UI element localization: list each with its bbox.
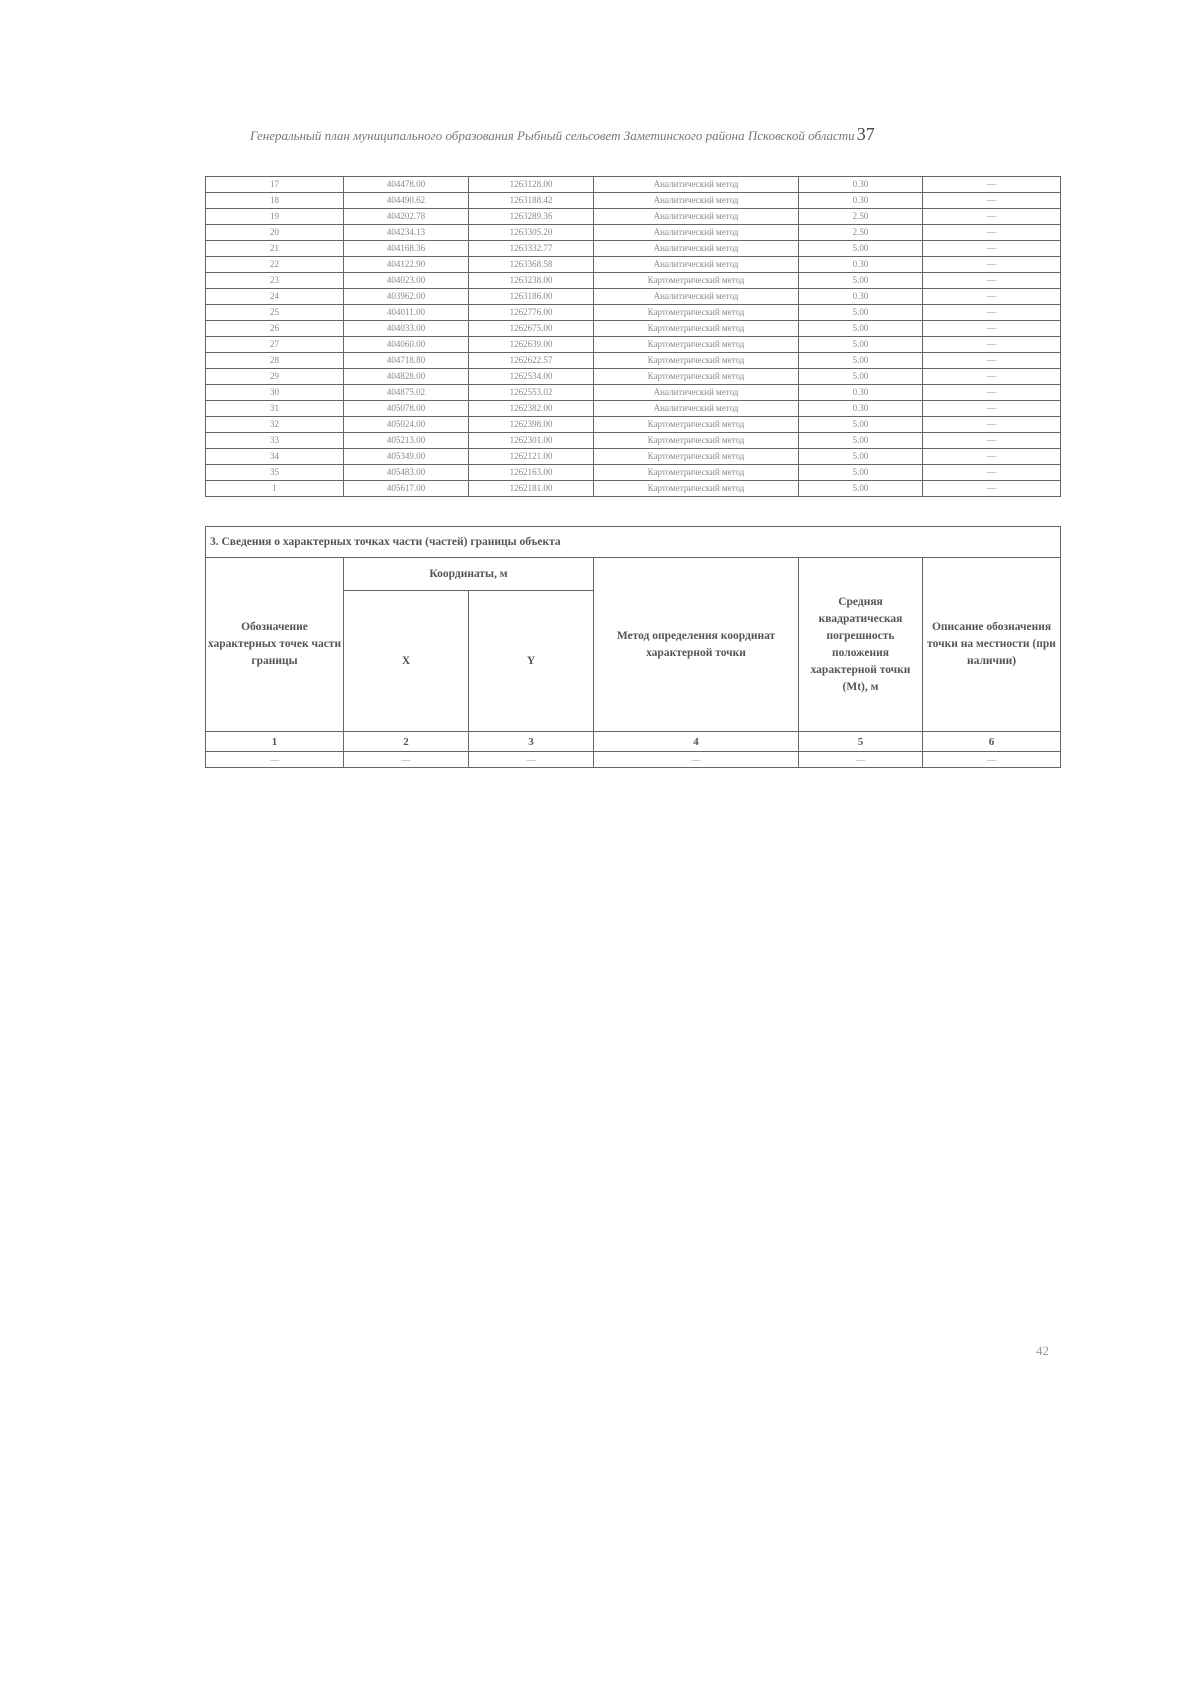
error-cell: 5.00 xyxy=(799,241,923,257)
table-row xyxy=(206,305,1061,321)
y-coordinate-cell: 1263188.42 xyxy=(469,193,594,209)
empty-cell: — xyxy=(206,752,344,768)
table-row xyxy=(206,337,1061,353)
x-coordinate-cell: 405617.00 xyxy=(344,481,469,497)
point-number-cell: 24 xyxy=(206,289,344,305)
description-cell: — xyxy=(923,289,1061,305)
method-cell: Картометрический метод xyxy=(594,353,799,369)
error-cell: 0.30 xyxy=(799,385,923,401)
error-cell: 2.50 xyxy=(799,209,923,225)
method-cell: Картометрический метод xyxy=(594,481,799,497)
error-cell: 5.00 xyxy=(799,449,923,465)
method-cell: Картометрический метод xyxy=(594,337,799,353)
description-cell: — xyxy=(923,337,1061,353)
point-number-cell: 21 xyxy=(206,241,344,257)
description-cell: — xyxy=(923,257,1061,273)
table-row xyxy=(206,481,1061,497)
y-coordinate-cell: 1262398.00 xyxy=(469,417,594,433)
method-cell: Аналитический метод xyxy=(594,241,799,257)
y-coordinate-cell: 1262553.02 xyxy=(469,385,594,401)
point-number-cell: 19 xyxy=(206,209,344,225)
error-cell: 0.30 xyxy=(799,289,923,305)
y-coordinate-cell: 1263128.00 xyxy=(469,177,594,193)
empty-cell: — xyxy=(344,752,469,768)
point-number-cell: 29 xyxy=(206,369,344,385)
point-number-cell: 34 xyxy=(206,449,344,465)
error-cell: 0.30 xyxy=(799,177,923,193)
header-error: Средняя квадратическая погрешность положения характерной точки (Mt), м xyxy=(799,558,923,732)
empty-cell: — xyxy=(799,752,923,768)
y-coordinate-cell: 1262121.00 xyxy=(469,449,594,465)
error-cell: 5.00 xyxy=(799,465,923,481)
description-cell: — xyxy=(923,481,1061,497)
x-coordinate-cell: 405213.00 xyxy=(344,433,469,449)
point-number-cell: 18 xyxy=(206,193,344,209)
method-cell: Картометрический метод xyxy=(594,449,799,465)
x-coordinate-cell: 404828.00 xyxy=(344,369,469,385)
description-cell: — xyxy=(923,241,1061,257)
x-coordinate-cell: 404202.78 xyxy=(344,209,469,225)
point-number-cell: 25 xyxy=(206,305,344,321)
table-row xyxy=(206,369,1061,385)
x-coordinate-cell: 405483.00 xyxy=(344,465,469,481)
table-row xyxy=(206,273,1061,289)
description-cell: — xyxy=(923,417,1061,433)
table-row xyxy=(206,289,1061,305)
y-coordinate-cell: 1262301.00 xyxy=(469,433,594,449)
description-cell: — xyxy=(923,353,1061,369)
empty-cell: — xyxy=(923,752,1061,768)
description-cell: — xyxy=(923,401,1061,417)
column-number: 2 xyxy=(344,732,469,752)
error-cell: 0.30 xyxy=(799,193,923,209)
method-cell: Картометрический метод xyxy=(594,369,799,385)
y-coordinate-cell: 1263332.77 xyxy=(469,241,594,257)
column-number: 4 xyxy=(594,732,799,752)
x-coordinate-cell: 404875.02 xyxy=(344,385,469,401)
x-coordinate-cell: 404168.36 xyxy=(344,241,469,257)
method-cell: Аналитический метод xyxy=(594,177,799,193)
table-row xyxy=(206,193,1061,209)
point-number-cell: 33 xyxy=(206,433,344,449)
error-cell: 5.00 xyxy=(799,433,923,449)
x-coordinate-cell: 404033.00 xyxy=(344,321,469,337)
point-number-cell: 27 xyxy=(206,337,344,353)
x-coordinate-cell: 405024.00 xyxy=(344,417,469,433)
parts-table xyxy=(205,526,1061,768)
error-cell: 5.00 xyxy=(799,321,923,337)
table-row xyxy=(206,177,1061,193)
description-cell: — xyxy=(923,465,1061,481)
y-coordinate-cell: 1263238.00 xyxy=(469,273,594,289)
y-coordinate-cell: 1263289.36 xyxy=(469,209,594,225)
description-cell: — xyxy=(923,193,1061,209)
method-cell: Картометрический метод xyxy=(594,465,799,481)
method-cell: Картометрический метод xyxy=(594,273,799,289)
header-designation: Обозначение характерных точек части границы xyxy=(206,558,344,732)
method-cell: Аналитический метод xyxy=(594,225,799,241)
table-row xyxy=(206,241,1061,257)
point-number-cell: 23 xyxy=(206,273,344,289)
column-number: 6 xyxy=(923,732,1061,752)
method-cell: Картометрический метод xyxy=(594,305,799,321)
empty-cell: — xyxy=(469,752,594,768)
method-cell: Картометрический метод xyxy=(594,321,799,337)
x-coordinate-cell: 404490.62 xyxy=(344,193,469,209)
x-coordinate-cell: 404060.00 xyxy=(344,337,469,353)
header-x: X xyxy=(344,591,469,732)
error-cell: 5.00 xyxy=(799,481,923,497)
y-coordinate-cell: 1262534.00 xyxy=(469,369,594,385)
table-row xyxy=(206,465,1061,481)
table-row xyxy=(206,209,1061,225)
method-cell: Аналитический метод xyxy=(594,401,799,417)
table-row xyxy=(206,417,1061,433)
y-coordinate-cell: 1263186.00 xyxy=(469,289,594,305)
description-cell: — xyxy=(923,449,1061,465)
error-cell: 5.00 xyxy=(799,369,923,385)
table-row xyxy=(206,449,1061,465)
description-cell: — xyxy=(923,369,1061,385)
x-coordinate-cell: 404122.90 xyxy=(344,257,469,273)
y-coordinate-cell: 1262181.00 xyxy=(469,481,594,497)
description-cell: — xyxy=(923,209,1061,225)
y-coordinate-cell: 1262622.57 xyxy=(469,353,594,369)
method-cell: Аналитический метод xyxy=(594,193,799,209)
error-cell: 0.30 xyxy=(799,257,923,273)
header-title: Генеральный план муниципального образования Рыбный сельсовет Заметинского района Псковской области xyxy=(250,128,855,143)
header-coordinates: Координаты, м xyxy=(344,558,594,591)
table-row xyxy=(206,353,1061,369)
error-cell: 0.30 xyxy=(799,401,923,417)
empty-cell: — xyxy=(594,752,799,768)
point-number-cell: 30 xyxy=(206,385,344,401)
point-number-cell: 31 xyxy=(206,401,344,417)
method-cell: Аналитический метод xyxy=(594,385,799,401)
table-row xyxy=(206,433,1061,449)
section-title: 3. Сведения о характерных точках части (частей) границы объекта xyxy=(206,527,1061,558)
error-cell: 5.00 xyxy=(799,273,923,289)
header-y: Y xyxy=(469,591,594,732)
table-row xyxy=(206,321,1061,337)
header-method: Метод определения координат характерной точки xyxy=(594,558,799,732)
y-coordinate-cell: 1262163.00 xyxy=(469,465,594,481)
x-coordinate-cell: 404718.80 xyxy=(344,353,469,369)
point-number-cell: 1 xyxy=(206,481,344,497)
method-cell: Аналитический метод xyxy=(594,257,799,273)
method-cell: Аналитический метод xyxy=(594,209,799,225)
footer-page-number: 42 xyxy=(1036,1343,1049,1358)
x-coordinate-cell: 404023.00 xyxy=(344,273,469,289)
error-cell: 5.00 xyxy=(799,305,923,321)
header-page-number: 37 xyxy=(856,124,875,144)
x-coordinate-cell: 405078.00 xyxy=(344,401,469,417)
x-coordinate-cell: 404234.13 xyxy=(344,225,469,241)
point-number-cell: 35 xyxy=(206,465,344,481)
column-number: 1 xyxy=(206,732,344,752)
column-number: 5 xyxy=(799,732,923,752)
y-coordinate-cell: 1263305.20 xyxy=(469,225,594,241)
table-row xyxy=(206,257,1061,273)
y-coordinate-cell: 1262639.00 xyxy=(469,337,594,353)
method-cell: Аналитический метод xyxy=(594,289,799,305)
x-coordinate-cell: 405349.00 xyxy=(344,449,469,465)
description-cell: — xyxy=(923,385,1061,401)
error-cell: 2.50 xyxy=(799,225,923,241)
point-number-cell: 32 xyxy=(206,417,344,433)
description-cell: — xyxy=(923,433,1061,449)
error-cell: 5.00 xyxy=(799,353,923,369)
description-cell: — xyxy=(923,177,1061,193)
x-coordinate-cell: 403962.00 xyxy=(344,289,469,305)
error-cell: 5.00 xyxy=(799,337,923,353)
error-cell: 5.00 xyxy=(799,417,923,433)
x-coordinate-cell: 404011.00 xyxy=(344,305,469,321)
point-number-cell: 26 xyxy=(206,321,344,337)
page-header xyxy=(250,124,1050,145)
point-number-cell: 17 xyxy=(206,177,344,193)
y-coordinate-cell: 1263368.58 xyxy=(469,257,594,273)
description-cell: — xyxy=(923,305,1061,321)
x-coordinate-cell: 404478.00 xyxy=(344,177,469,193)
method-cell: Картометрический метод xyxy=(594,433,799,449)
points-table xyxy=(205,176,1061,497)
point-number-cell: 20 xyxy=(206,225,344,241)
description-cell: — xyxy=(923,321,1061,337)
point-number-cell: 28 xyxy=(206,353,344,369)
y-coordinate-cell: 1262382.00 xyxy=(469,401,594,417)
point-number-cell: 22 xyxy=(206,257,344,273)
description-cell: — xyxy=(923,273,1061,289)
table-row xyxy=(206,401,1061,417)
y-coordinate-cell: 1262675.00 xyxy=(469,321,594,337)
y-coordinate-cell: 1262776.00 xyxy=(469,305,594,321)
method-cell: Картометрический метод xyxy=(594,417,799,433)
table-row xyxy=(206,385,1061,401)
table-row xyxy=(206,225,1061,241)
column-number: 3 xyxy=(469,732,594,752)
description-cell: — xyxy=(923,225,1061,241)
header-description: Описание обозначения точки на местности (при наличии) xyxy=(923,558,1061,732)
points-table-body xyxy=(206,177,1061,497)
